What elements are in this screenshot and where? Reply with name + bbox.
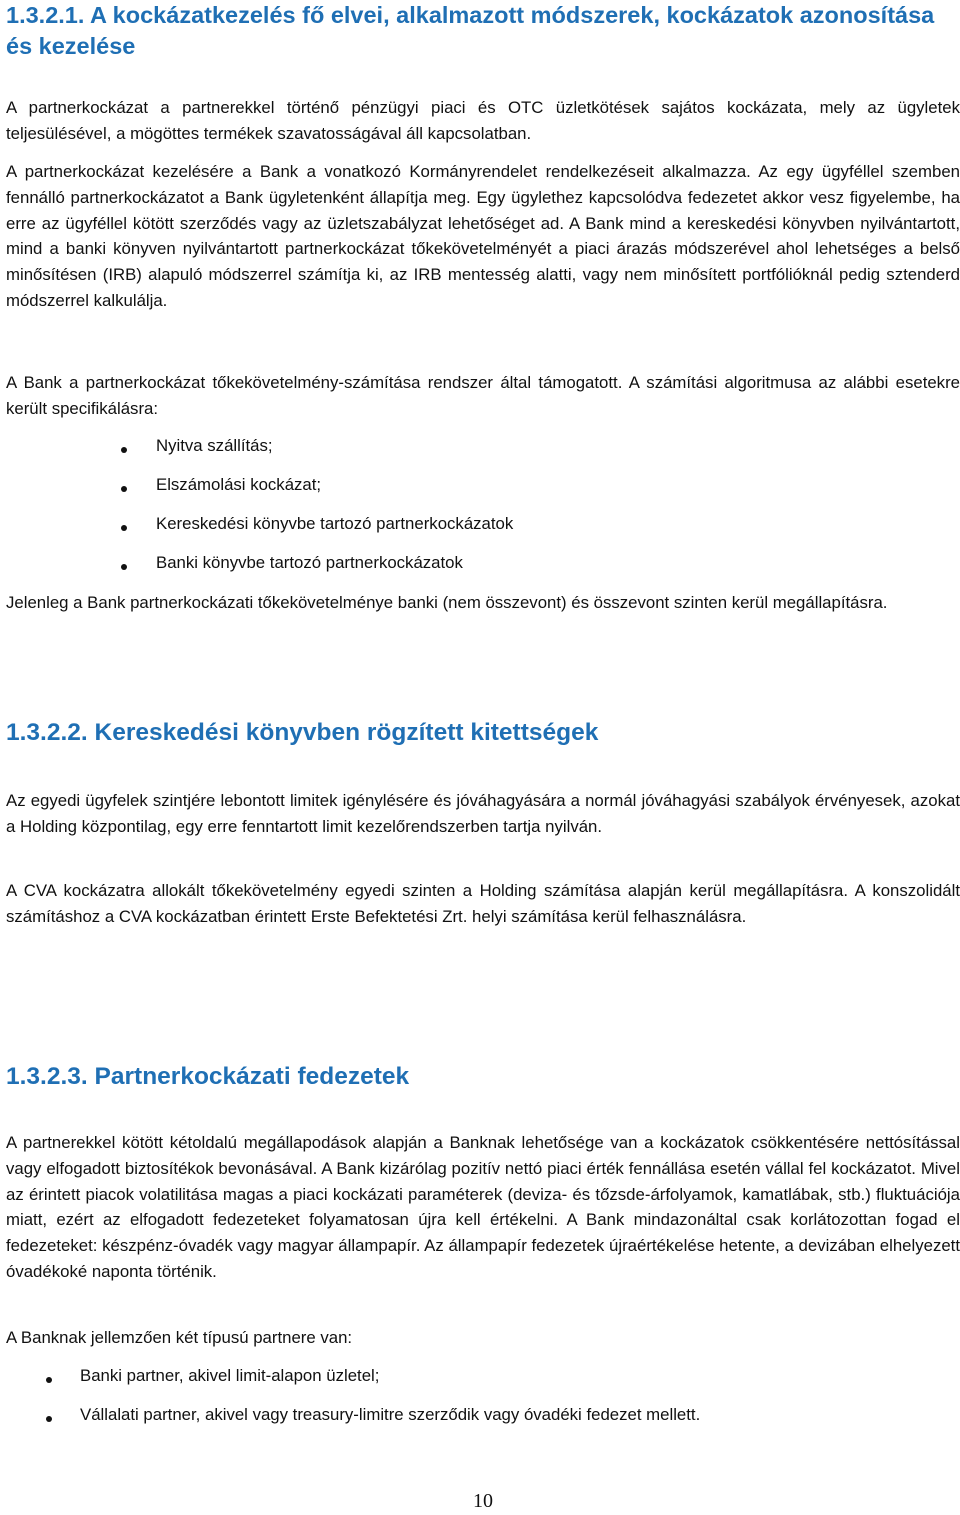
section-heading-1-3-2-1: 1.3.2.1. A kockázatkezelés fő elvei, alkalmazott módszerek, kockázatok azonosítása és kezelése <box>6 2 935 59</box>
list-item-text: Nyitva szállítás; <box>156 436 273 455</box>
paragraph: Az egyedi ügyfelek szintjére lebontott limitek igénylésére és jóváhagyására a normál jóváhagyási szabályok érvényesek, azokat a Holding központilag, egy erre fenntartott limit kezelőrendszerben tartja nyilván. <box>6 791 960 836</box>
bullet-icon <box>46 1377 52 1383</box>
bullet-list <box>6 1366 960 1444</box>
paragraph: A partnerekkel kötött kétoldalú megállapodások alapján a Banknak lehetősége van a kockázatok csökkentésére nettósítással vagy elfogadott biztosítékok bevonásával. A Bank kizárólag pozitív nettó piaci érték fennállása esetén vállal fel kockázatot. Mivel az érintett piacok volatilitása magas a piaci kockázati paraméterek (deviza- és tőzsde-árfolyamok, kamatlábak, stb.) fluktuációja miatt, ezért az elfogadott fedezeteket folyamatosan újra kell értékelni. A Bank mindazonáltal csak korlátozottan fogad el fedezeteket: készpénz-óvadék vagy magyar állampapír. Az állampapír fedezetek újraértékelése hetente, a devizában elhelyezett óvadékoké naponta történik. <box>6 1133 960 1281</box>
list-item-text: Banki könyvbe tartozó partnerkockázatok <box>156 553 463 572</box>
section-heading-1-3-2-2: 1.3.2.2. Kereskedési könyvben rögzített kitettségek <box>6 719 599 746</box>
list-item <box>6 436 960 475</box>
bullet-icon <box>121 564 127 570</box>
paragraph: A Bank a partnerkockázat tőkekövetelmény-számítása rendszer által támogatott. A számítási algoritmusa az alábbi esetekre került specifikálásra: <box>6 373 960 418</box>
list-item <box>6 1366 960 1405</box>
list-item <box>6 475 960 514</box>
list-item <box>6 1405 960 1444</box>
bullet-icon <box>121 447 127 453</box>
list-item-text: Banki partner, akivel limit-alapon üzletel; <box>80 1366 380 1385</box>
paragraph: A partnerkockázat kezelésére a Bank a vonatkozó Kormányrendelet rendelkezéseit alkalmazza. Az egy ügyféllel szemben fennálló partnerkockázatot a Bank ügyletenként állapítja meg. Egy ügylethez kapcsolódva fedezetet akkor vesz figyelembe, ha erre az ügyféllel kötött szerződés vagy az üzletszabályzat lehetőséget ad. A Bank mind a kereskedési könyvben nyilvántartott, mind a banki könyven nyilvántartott partnerkockázat tőkekövetelményét a piaci árazás módszerével ahol lehetséges a belső minősítésen (IRB) alapuló módszerrel számítja ki, az IRB mentesség alatti, vagy nem minősített portfólióknál pedig sztenderd módszerrel kalkulálja. <box>6 162 960 310</box>
paragraph: A partnerkockázat a partnerekkel történő pénzügyi piaci és OTC üzletkötések sajátos kockázata, mely az ügyletek teljesülésével, a mögöttes termékek szavatosságával áll kapcsolatban. <box>6 98 960 143</box>
list-item-text: Elszámolási kockázat; <box>156 475 322 494</box>
section-heading-1-3-2-3: 1.3.2.3. Partnerkockázati fedezetek <box>6 1063 410 1090</box>
bullet-list <box>6 436 960 592</box>
page-number: 10 <box>473 1490 493 1512</box>
bullet-icon <box>121 486 127 492</box>
bullet-icon <box>46 1416 52 1422</box>
list-item <box>6 553 960 592</box>
list-item <box>6 514 960 553</box>
paragraph: Jelenleg a Bank partnerkockázati tőkekövetelménye banki (nem összevont) és összevont szinten kerül megállapításra. <box>6 593 888 612</box>
paragraph: A Banknak jellemzően két típusú partnere van: <box>6 1328 353 1347</box>
list-item-text: Vállalati partner, akivel vagy treasury-limitre szerződik vagy óvadéki fedezet mellett. <box>80 1405 701 1424</box>
bullet-icon <box>121 525 127 531</box>
list-item-text: Kereskedési könyvbe tartozó partnerkockázatok <box>156 514 514 533</box>
paragraph: A CVA kockázatra allokált tőkekövetelmény egyedi szinten a Holding számítása alapján kerül megállapításra. A konszolidált számításhoz a CVA kockázatban érintett Erste Befektetési Zrt. helyi számítása kerül felhasználásra. <box>6 881 960 926</box>
